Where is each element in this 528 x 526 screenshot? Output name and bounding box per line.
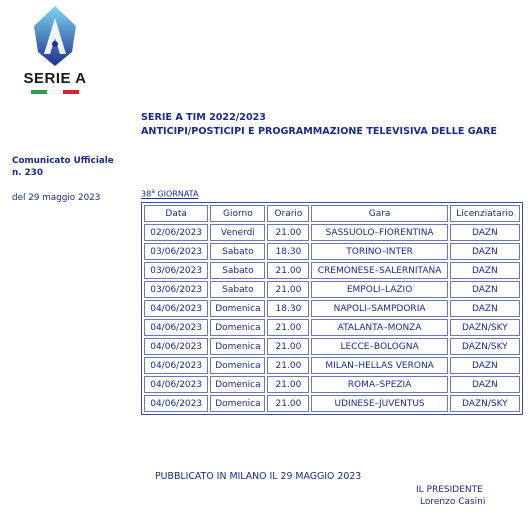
table-row xyxy=(144,281,520,298)
table-header-row xyxy=(144,205,520,222)
round-label: GIORNATA xyxy=(157,189,199,199)
table-body xyxy=(144,224,520,412)
time-cell: 18.30 xyxy=(267,243,309,260)
time-cell: 21.00 xyxy=(267,395,309,412)
match-cell: ROMA–SPEZIA xyxy=(311,376,447,393)
president-role: IL PRESIDENTE xyxy=(416,485,483,495)
day-cell: Sabato xyxy=(210,243,265,260)
broadcaster-cell: DAZN/SKY xyxy=(450,338,520,355)
column-header: Orario xyxy=(267,205,309,222)
match-cell: SASSUOLO–FIORENTINA xyxy=(311,224,447,241)
time-cell: 18.30 xyxy=(267,300,309,317)
match-cell: ATALANTA–MONZA xyxy=(311,319,447,336)
day-cell: Domenica xyxy=(210,300,265,317)
time-cell: 21.00 xyxy=(267,262,309,279)
day-cell: Domenica xyxy=(210,395,265,412)
round-heading xyxy=(141,188,198,199)
time-cell: 21.00 xyxy=(267,376,309,393)
date-cell: 03/06/2023 xyxy=(144,262,208,279)
title-line-2: ANTICIPI/POSTICIPI E PROGRAMMAZIONE TELEVISIVA DELLE GARE xyxy=(141,126,497,137)
date-cell: 04/06/2023 xyxy=(144,319,208,336)
comunicato-ufficiale xyxy=(12,155,114,179)
comunicato-number: n. 230 xyxy=(12,168,44,178)
round-ordinal: a xyxy=(151,188,155,195)
match-cell: MILAN–HELLAS VERONA xyxy=(311,357,447,374)
table-row xyxy=(144,300,520,317)
table-row xyxy=(144,357,520,374)
time-cell: 21.00 xyxy=(267,357,309,374)
day-cell: Sabato xyxy=(210,262,265,279)
time-cell: 21.00 xyxy=(267,338,309,355)
broadcaster-cell: DAZN xyxy=(450,281,520,298)
date-cell: 03/06/2023 xyxy=(144,281,208,298)
day-cell: Venerdì xyxy=(210,224,265,241)
document-title xyxy=(141,111,497,139)
broadcaster-cell: DAZN xyxy=(450,224,520,241)
comunicato-date: del 29 maggio 2023 xyxy=(12,193,101,203)
match-cell: NAPOLI–SAMPDORIA xyxy=(311,300,447,317)
logo-wordmark: SERIE A xyxy=(23,70,87,87)
broadcaster-cell: DAZN xyxy=(450,300,520,317)
match-cell: EMPOLI–LAZIO xyxy=(311,281,447,298)
match-cell: LECCE–BOLOGNA xyxy=(311,338,447,355)
serie-a-emblem-icon xyxy=(22,4,88,70)
table-row xyxy=(144,338,520,355)
date-cell: 04/06/2023 xyxy=(144,376,208,393)
date-cell: 04/06/2023 xyxy=(144,338,208,355)
flag-white xyxy=(47,90,63,94)
date-cell: 04/06/2023 xyxy=(144,395,208,412)
time-cell: 21.00 xyxy=(267,281,309,298)
time-cell: 21.00 xyxy=(267,224,309,241)
broadcaster-cell: DAZN/SKY xyxy=(450,319,520,336)
date-cell: 04/06/2023 xyxy=(144,300,208,317)
day-cell: Domenica xyxy=(210,357,265,374)
date-cell: 04/06/2023 xyxy=(144,357,208,374)
round-number: 38 xyxy=(141,189,152,199)
date-cell: 03/06/2023 xyxy=(144,243,208,260)
fixtures-table xyxy=(141,202,523,415)
president-name: Lorenzo Casini xyxy=(420,497,486,507)
title-line-1: SERIE A TIM 2022/2023 xyxy=(141,112,266,123)
column-header: Gara xyxy=(311,205,447,222)
column-header: Data xyxy=(144,205,208,222)
table-row xyxy=(144,224,520,241)
day-cell: Sabato xyxy=(210,281,265,298)
table-row xyxy=(144,262,520,279)
day-cell: Domenica xyxy=(210,376,265,393)
flag-green xyxy=(31,90,47,94)
broadcaster-cell: DAZN xyxy=(450,357,520,374)
flag-red xyxy=(63,90,79,94)
table-row xyxy=(144,319,520,336)
published-statement: PUBBLICATO IN MILANO IL 29 MAGGIO 2023 xyxy=(155,471,362,482)
table-row xyxy=(144,376,520,393)
signature-block xyxy=(416,484,485,508)
day-cell: Domenica xyxy=(210,319,265,336)
broadcaster-cell: DAZN xyxy=(450,262,520,279)
italian-flag-stripe xyxy=(31,90,79,94)
match-cell: TORINO–INTER xyxy=(311,243,447,260)
broadcaster-cell: DAZN xyxy=(450,376,520,393)
date-cell: 02/06/2023 xyxy=(144,224,208,241)
match-cell: CREMONESE–SALERNITANA xyxy=(311,262,447,279)
table-row xyxy=(144,395,520,412)
comunicato-label: Comunicato Ufficiale xyxy=(12,156,114,166)
table-row xyxy=(144,243,520,260)
match-cell: UDINESE–JUVENTUS xyxy=(311,395,447,412)
broadcaster-cell: DAZN xyxy=(450,243,520,260)
column-header: Giorno xyxy=(210,205,265,222)
time-cell: 21.00 xyxy=(267,319,309,336)
column-header: Licenziatario xyxy=(450,205,520,222)
serie-a-logo xyxy=(22,4,88,96)
day-cell: Domenica xyxy=(210,338,265,355)
broadcaster-cell: DAZN/SKY xyxy=(450,395,520,412)
